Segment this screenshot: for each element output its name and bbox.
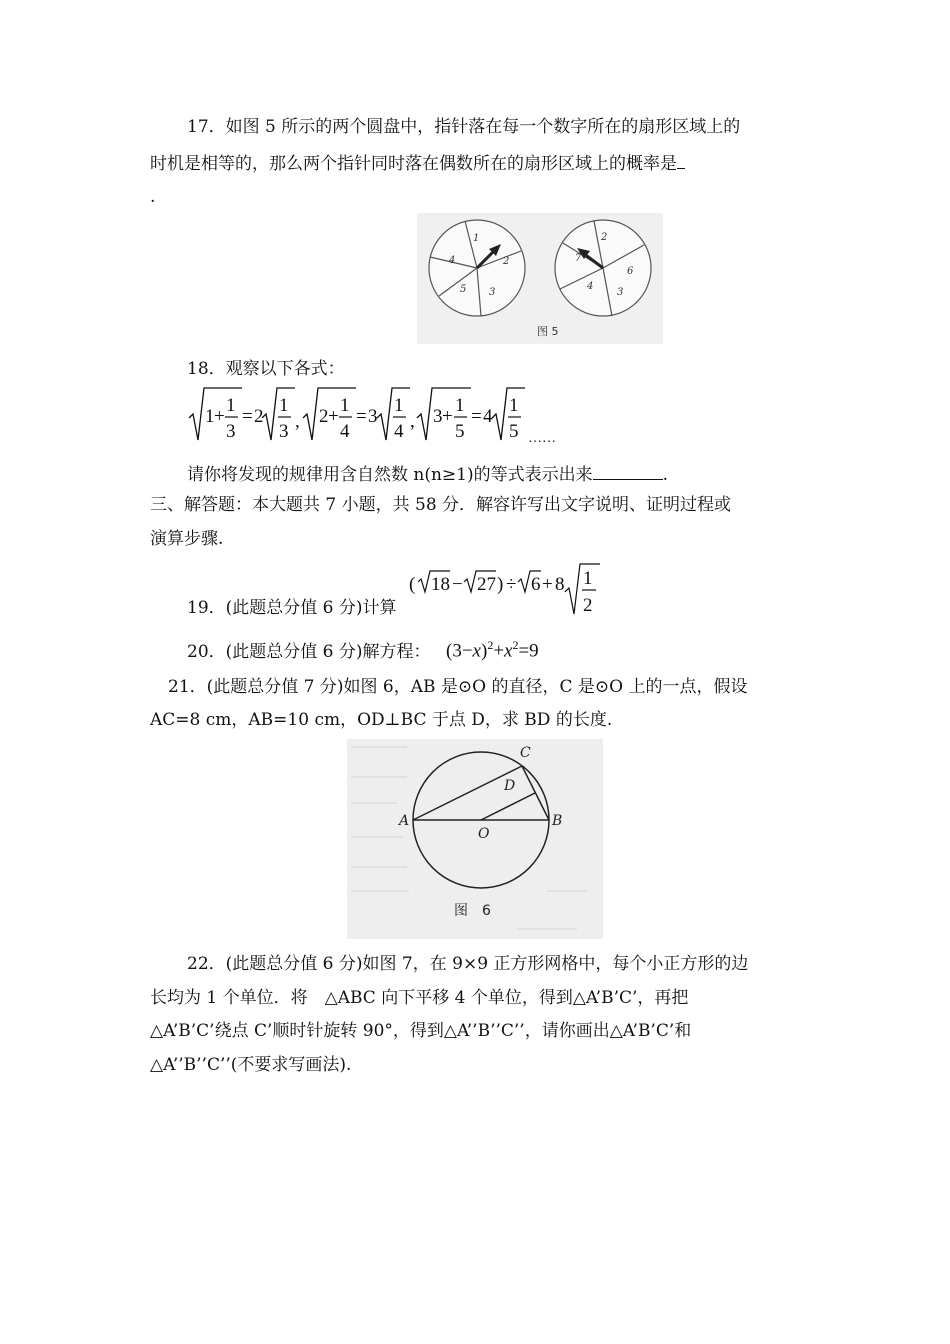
figure-5 — [417, 213, 663, 344]
q20-eq-a: (3− — [446, 640, 473, 662]
q18-t1-den: 3 — [226, 421, 236, 442]
disc2-label-3: 3 — [617, 287, 624, 298]
q18-ask-text: 请你将发现的规律用含自然数 n(n≥1)的等式表示出来 — [187, 465, 593, 485]
disc2-label-4: 4 — [587, 281, 594, 292]
point-d-label: D — [504, 778, 516, 794]
answer-blank — [593, 461, 663, 480]
q18-t3-num: 1 — [455, 395, 465, 416]
q18-eq-2: = — [356, 406, 367, 427]
q19-r1: 18 — [431, 574, 450, 595]
q18-dots: …… — [528, 431, 556, 446]
q18-plus-2: + — [328, 406, 339, 427]
q18-t3-den: 5 — [455, 421, 465, 442]
q18-eq-3: = — [471, 406, 482, 427]
q18-t1-num2: 1 — [279, 395, 289, 416]
q18-t1-a: 1 — [205, 406, 215, 427]
q22-line-2: 长均为 1 个单位．将 △ABC 向下平移 4 个单位，得到△A’B’C’，再把 — [150, 988, 689, 1008]
q18-t1-k: 2 — [254, 406, 264, 427]
q20-eq-exp2: 2 — [512, 638, 519, 652]
point-o-label: O — [478, 826, 490, 842]
q19-r3: 6 — [531, 574, 541, 595]
q18-t1-num: 1 — [226, 395, 236, 416]
q19-rparen: ) — [497, 574, 504, 595]
q18-t2-k: 3 — [368, 406, 378, 427]
answer-blank — [677, 152, 685, 169]
q20-eq-b: ) — [480, 640, 488, 662]
q18-t2-den: 4 — [340, 421, 350, 442]
q21-line-2: AC=8 cm，AB=10 cm，OD⊥BC 于点 D，求 BD 的长度. — [150, 710, 613, 730]
q18-ask — [187, 461, 668, 486]
q20-eq-exp: 2 — [487, 638, 494, 652]
q18-t3-num2: 1 — [509, 395, 519, 416]
point-a-label: A — [399, 813, 410, 829]
disc2-label-2: 2 — [601, 232, 608, 243]
disc1-label-3: 3 — [489, 287, 496, 298]
q19-minus: − — [452, 574, 463, 595]
figure-5-caption: 图 5 — [537, 325, 559, 338]
q17-line-2 — [150, 152, 685, 175]
q19-fnum: 1 — [583, 568, 593, 589]
q19-coef: 8 — [555, 574, 565, 595]
q20-eq-x: x — [472, 640, 481, 662]
q19-expression — [408, 562, 614, 618]
disc2-label-6: 6 — [627, 266, 634, 277]
q18-plus-1: + — [214, 406, 225, 427]
q18-t2-num: 1 — [340, 395, 350, 416]
q18-intro: 18．观察以下各式： — [187, 359, 345, 379]
q17-line-3: . — [150, 187, 156, 207]
point-c-label: C — [520, 745, 531, 761]
section-3-line-2: 演算步骤. — [150, 529, 224, 549]
section-3-line-1: 三、解答题：本大题共 7 小题，共 58 分．解容许写出文字说明、证明过程或 — [150, 495, 732, 515]
q19-plus: + — [542, 574, 553, 595]
disc1-label-4: 4 — [449, 255, 456, 266]
q18-eq-1: = — [242, 406, 253, 427]
q18-ask-end: . — [662, 465, 669, 485]
point-b-label: B — [552, 813, 563, 829]
disc1-label-2: 2 — [503, 256, 510, 267]
figure-6 — [347, 739, 603, 939]
q18-comma-2: , — [410, 411, 415, 432]
q20-eq-x2: x — [504, 640, 513, 662]
q18-plus-3: + — [442, 406, 453, 427]
disc1-label-1: 1 — [473, 233, 480, 244]
q22-line-4: △A’’B’’C’’(不要求写画法). — [150, 1055, 352, 1075]
q20-eq-plus: + — [493, 640, 505, 662]
q18-t2-a: 2 — [319, 406, 329, 427]
q17-line-2-text: 时机是相等的，那么两个指针同时落在偶数所在的扇形区域上的概率是 — [150, 154, 677, 174]
disc2-label-7: 7 — [575, 253, 582, 264]
q22-line-3: △A’B’C’绕点 C’顺时针旋转 90°，得到△A’’B’’C’’，请你画出△A’B’C’和 — [150, 1021, 692, 1041]
q19-text: 19．(此题总分值 6 分)计算 — [187, 598, 397, 618]
q19-lparen: ( — [409, 574, 416, 595]
q21-line-1: 21．(此题总分值 7 分)如图 6，AB 是⊙O 的直径，C 是⊙O 上的一点，假设 — [168, 677, 748, 697]
q19-r2: 27 — [477, 574, 496, 595]
q18-t3-den2: 5 — [509, 421, 519, 442]
q18-t3-a: 3 — [433, 406, 443, 427]
q20-eq-rhs: =9 — [518, 640, 539, 662]
q18-t2-den2: 4 — [394, 421, 404, 442]
q19-div: ÷ — [506, 574, 517, 595]
q20-equation — [446, 634, 539, 662]
q17-line-1: 17．如图 5 所示的两个圆盘中，指针落在每一个数字所在的扇形区域上的 — [187, 117, 741, 137]
q19-fden: 2 — [583, 595, 593, 616]
q18-t1-den2: 3 — [279, 421, 289, 442]
disc1-label-5: 5 — [460, 284, 467, 295]
q18-comma-1: , — [295, 411, 300, 432]
q18-t2-num2: 1 — [394, 395, 404, 416]
q18-t3-k: 4 — [483, 406, 493, 427]
figure-6-caption: 图 6 — [454, 903, 491, 919]
q22-line-1: 22．(此题总分值 6 分)如图 7，在 9×9 正方形网格中，每个小正方形的边 — [187, 954, 749, 974]
q18-formulas — [185, 384, 585, 446]
q20-text: 20．(此题总分值 6 分)解方程： — [187, 642, 431, 662]
